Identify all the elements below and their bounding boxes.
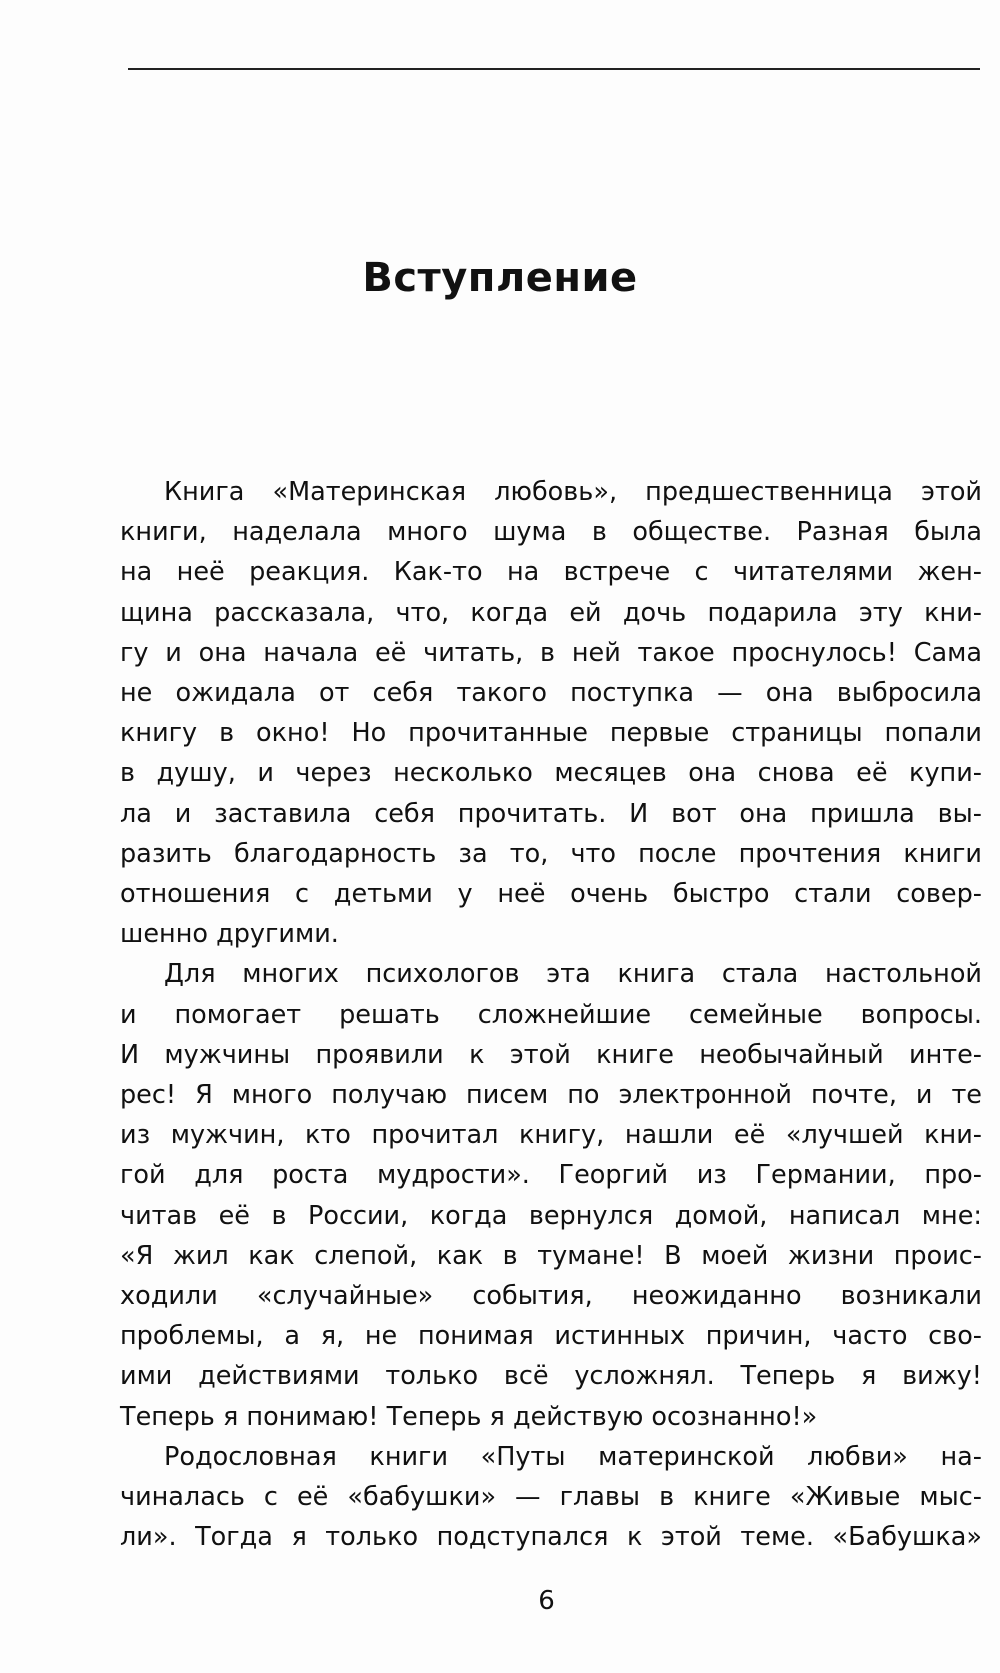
text-line: из мужчин, кто прочитал книгу, нашли её «лучшей кни- <box>120 1120 982 1151</box>
text-line: ли». Тогда я только подступался к этой теме. «Бабушка» <box>120 1522 982 1553</box>
text-line: читав её в России, когда вернулся домой, написал мне: <box>120 1200 982 1231</box>
text-line: Для многих психологов эта книга стала настольной <box>164 959 982 990</box>
text-line: ла и заставила себя прочитать. И вот она пришла вы- <box>120 798 982 829</box>
text-line: Теперь я понимаю! Теперь я действую осознанно!» <box>120 1401 818 1432</box>
text-line: разить благодарность за то, что после прочтения книги <box>120 838 982 869</box>
paragraph-1 <box>120 472 982 954</box>
text-line: И мужчины проявили к этой книге необычайный инте- <box>120 1039 982 1070</box>
chapter-body <box>120 472 982 1557</box>
text-line: «Я жил как слепой, как в тумане! В моей жизни проис- <box>120 1240 982 1271</box>
text-line: Книга «Материнская любовь», предшественница этой <box>164 477 982 507</box>
text-line: в душу, и через несколько месяцев она снова её купи- <box>120 758 982 789</box>
text-line: рес! Я много получаю писем по электронной почте, и те <box>120 1080 982 1111</box>
text-line: не ожидала от себя такого поступка — она выбросила <box>120 678 982 709</box>
page-number: 6 <box>538 1586 555 1616</box>
text-line: Родословная книги «Путы материнской любви» на- <box>164 1441 982 1472</box>
text-line: гой для роста мудрости». Георгий из Германии, про- <box>120 1160 982 1191</box>
text-line: отношения с детьми у неё очень быстро стали совер- <box>120 879 982 910</box>
text-line: ходили «случайные» события, неожиданно возникали <box>120 1281 982 1312</box>
text-line: щина рассказала, что, когда ей дочь подарила эту кни- <box>120 597 982 628</box>
text-line: шенно другими. <box>120 919 339 950</box>
text-line: гу и она начала её читать, в ней такое проснулось! Сама <box>120 637 982 668</box>
paragraph-3 <box>120 1437 982 1558</box>
text-line: книги, наделала много шума в обществе. Разная была <box>120 517 982 548</box>
text-line: ими действиями только всё усложнял. Теперь я вижу! <box>120 1361 982 1392</box>
text-line: и помогает решать сложнейшие семейные вопросы. <box>120 999 982 1030</box>
text-line: книгу в окно! Но прочитанные первые страницы попали <box>120 718 982 749</box>
text-line: чиналась с её «бабушки» — главы в книге «Живые мыс- <box>120 1482 982 1513</box>
text-line: на неё реакция. Как-то на встрече с читателями жен- <box>120 557 982 588</box>
header-rule <box>128 68 980 70</box>
text-line: проблемы, а я, не понимая истинных причин, часто сво- <box>120 1321 982 1352</box>
chapter-title: Вступление <box>362 255 638 301</box>
paragraph-2 <box>120 954 982 1436</box>
